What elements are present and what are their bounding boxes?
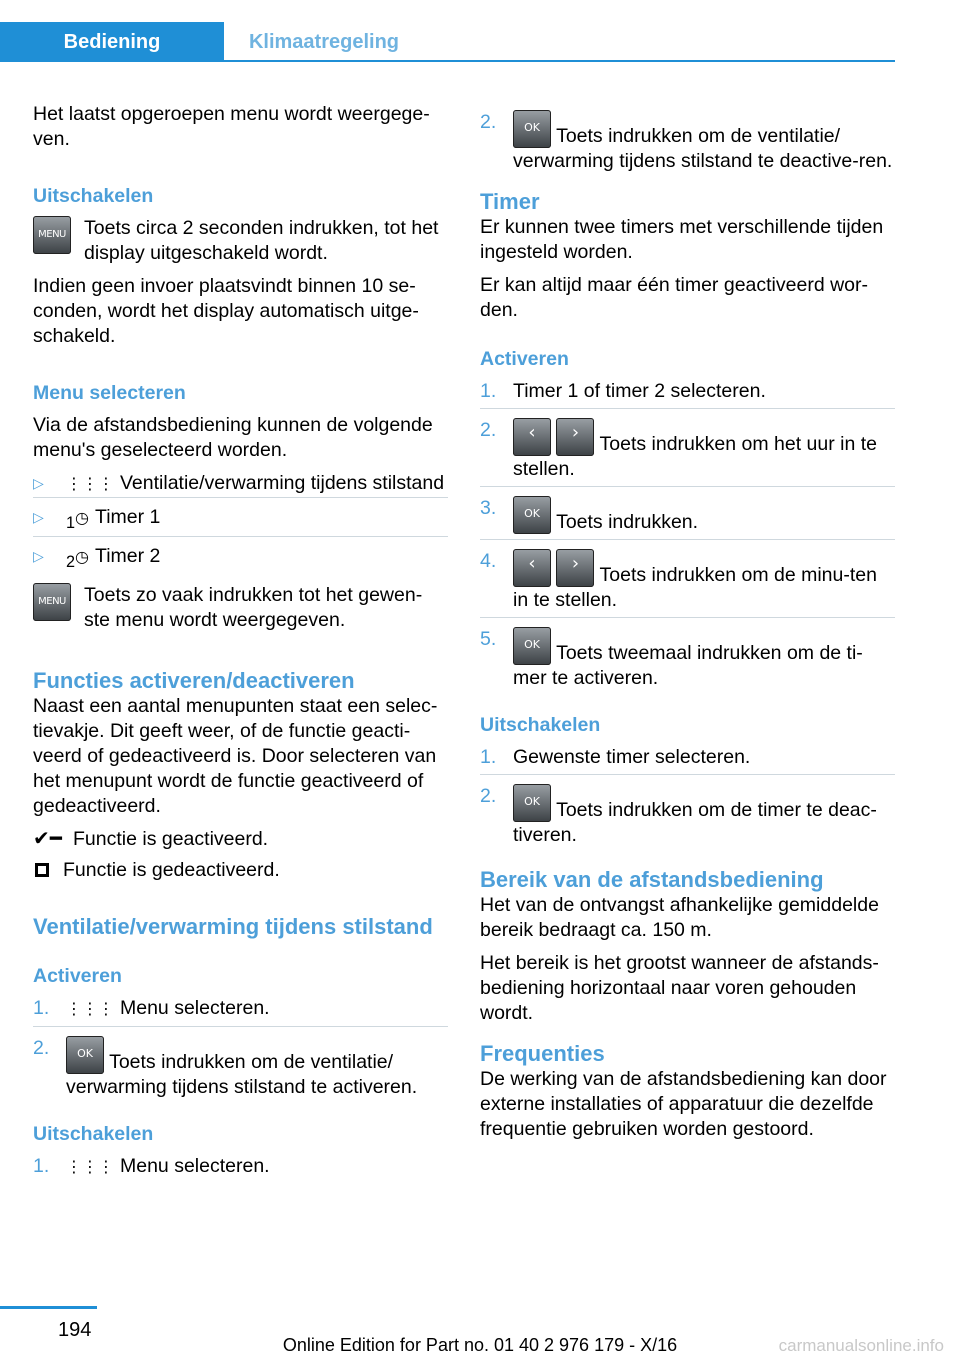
menu-btn-row [33, 583, 448, 633]
ventilation-icon: ⋮⋮⋮ [66, 476, 114, 493]
left-column [33, 102, 448, 1189]
ok-button-icon: OK [513, 784, 551, 822]
edition-text: Online Edition for Part no. 01 40 2 976 179 - X/16 [282, 1335, 678, 1355]
timer-text-1: Er kunnen twee timers met verschillende tijden ingesteld worden. [480, 216, 884, 263]
cont-steps [480, 110, 895, 174]
menu-button-icon: MENU [33, 216, 71, 254]
clock-icon: ◷ [75, 510, 90, 527]
menu-text: Via de afstandsbediening kunnen de volgende menu's geselecteerd worden. [33, 414, 433, 461]
intro-text: Het laatst opgeroepen menu wordt weergege-ven. [33, 103, 430, 150]
ok-button-icon: OK [513, 496, 551, 534]
off-note: Indien geen invoer plaatsvindt binnen 10 se-conden, wordt het display automatisch uitge-schakeld. [33, 275, 419, 347]
vent-heading: Ventilatie/verwarming tijdens stilstand [33, 913, 433, 939]
list-item: ▷ $_2$◷ Timer 2 [33, 544, 448, 575]
ok-button-icon: OK [66, 1036, 104, 1074]
activated-row: ✔━ Functie is geactiveerd. [33, 827, 269, 850]
right-column [480, 110, 895, 1150]
timer-off-steps [480, 745, 895, 848]
timer-off-heading: Uitschakelen [480, 714, 601, 736]
act-heading: Activeren [33, 964, 122, 987]
tab-klimaatregeling[interactable]: Klimaatregeling [248, 31, 400, 53]
header-rule [0, 60, 895, 62]
menu-btn-text: Toets zo vaak indrukken tot het gewen-ste menu wordt weergegeven. [84, 583, 423, 631]
list-item: 4. ‹ › Toets indrukken om de minu-ten in te stellen. [480, 549, 895, 618]
off-heading: Uitschakelen [33, 185, 154, 207]
range-heading: Bereik van de afstandsbediening [480, 867, 824, 892]
func-heading: Functies activeren/deactiveren [33, 667, 355, 693]
list-item: 1. Timer 1 of timer 2 selecteren. [480, 379, 895, 409]
header-bar [0, 0, 895, 62]
list-item: 1. ⋮⋮⋮ Menu selecteren. [33, 996, 448, 1027]
off-row [33, 216, 448, 266]
deactivated-row: Functie is gedeactiveerd. [33, 858, 448, 883]
func-text: Naast een aantal menupunten staat een selec-tievakje. Dit geeft weer, of de functie geacti-veerd of gedeactiveerd is. Door selecteren van het menupunt wordt de functie geactiveerd of gedeactiveerd. [33, 694, 438, 817]
timer-heading: Timer [480, 189, 540, 214]
freq-heading: Frequenties [480, 1041, 605, 1066]
ventilation-icon: ⋮⋮⋮ [66, 1000, 114, 1018]
list-item: 2. OK Toets indrukken om de ventilatie/ verwarming tijdens stilstand te activeren. [33, 1036, 418, 1098]
watermark: carmanualsonline.info [778, 1336, 944, 1355]
ventilation-icon: ⋮⋮⋮ [66, 1158, 114, 1176]
list-item: 3. OK Toets indrukken. [480, 496, 895, 540]
list-item: 2. OK Toets indrukken om de ventilatie/ verwarming tijdens stilstand te deactive-ren. [480, 111, 893, 172]
page-number: 194 [58, 1319, 92, 1341]
list-item: ▷ ⋮⋮⋮ Ventilatie/verwarming tijdens stilstand [33, 471, 448, 498]
list-item: 2. ‹ › Toets indrukken om het uur in te stellen. [480, 418, 895, 487]
menu-button-icon: MENU [33, 583, 71, 621]
arrow-right-button-icon: › [556, 549, 594, 587]
list-item: 1. Gewenste timer selecteren. [480, 745, 895, 775]
tab-bediening[interactable]: Bediening [0, 22, 224, 62]
ok-button-icon: OK [513, 627, 551, 665]
range-text-2: Het bereik is het grootst wanneer de afstands-bediening horizontaal naar voren gehouden wordt. [480, 952, 879, 1024]
timer-act-steps [480, 379, 895, 691]
act-steps [33, 996, 448, 1100]
off-text: Toets circa 2 seconden indrukken, tot het display uitgeschakeld wordt. [84, 217, 439, 264]
ok-button-icon: OK [513, 110, 551, 148]
menu-heading: Menu selecteren [33, 382, 186, 404]
footer-rule [0, 1306, 97, 1309]
arrow-left-button-icon: ‹ [513, 418, 551, 456]
list-item: 5. OK Toets tweemaal indrukken om de ti-mer te activeren. [480, 628, 863, 689]
timer-text-2: Er kan altijd maar één timer geactiveerd wor-den. [480, 274, 868, 321]
clock-icon: ◷ [75, 548, 90, 566]
list-item: 2. OK Toets indrukken om de timer te deac-tiveren. [480, 785, 877, 846]
arrow-right-button-icon: › [556, 418, 594, 456]
freq-text: De werking van de afstandsbediening kan door externe installaties of apparatuur die dezelfde frequentie gebruiken worden gestoord. [480, 1068, 887, 1140]
checkmark-icon: ✔━ [33, 827, 62, 850]
deact-heading: Uitschakelen [33, 1122, 154, 1145]
list-item: 1. ⋮⋮⋮ Menu selecteren. [33, 1154, 448, 1180]
deact-steps [33, 1154, 448, 1180]
timer-act-heading: Activeren [480, 348, 569, 370]
list-item: ▷ $_1$◷ Timer 1 [33, 505, 448, 537]
checkbox-empty-icon [35, 863, 49, 877]
menu-list [33, 471, 448, 575]
range-text-1: Het van de ontvangst afhankelijke gemiddelde bereik bedraagt ca. 150 m. [480, 894, 879, 941]
arrow-left-button-icon: ‹ [513, 549, 551, 587]
